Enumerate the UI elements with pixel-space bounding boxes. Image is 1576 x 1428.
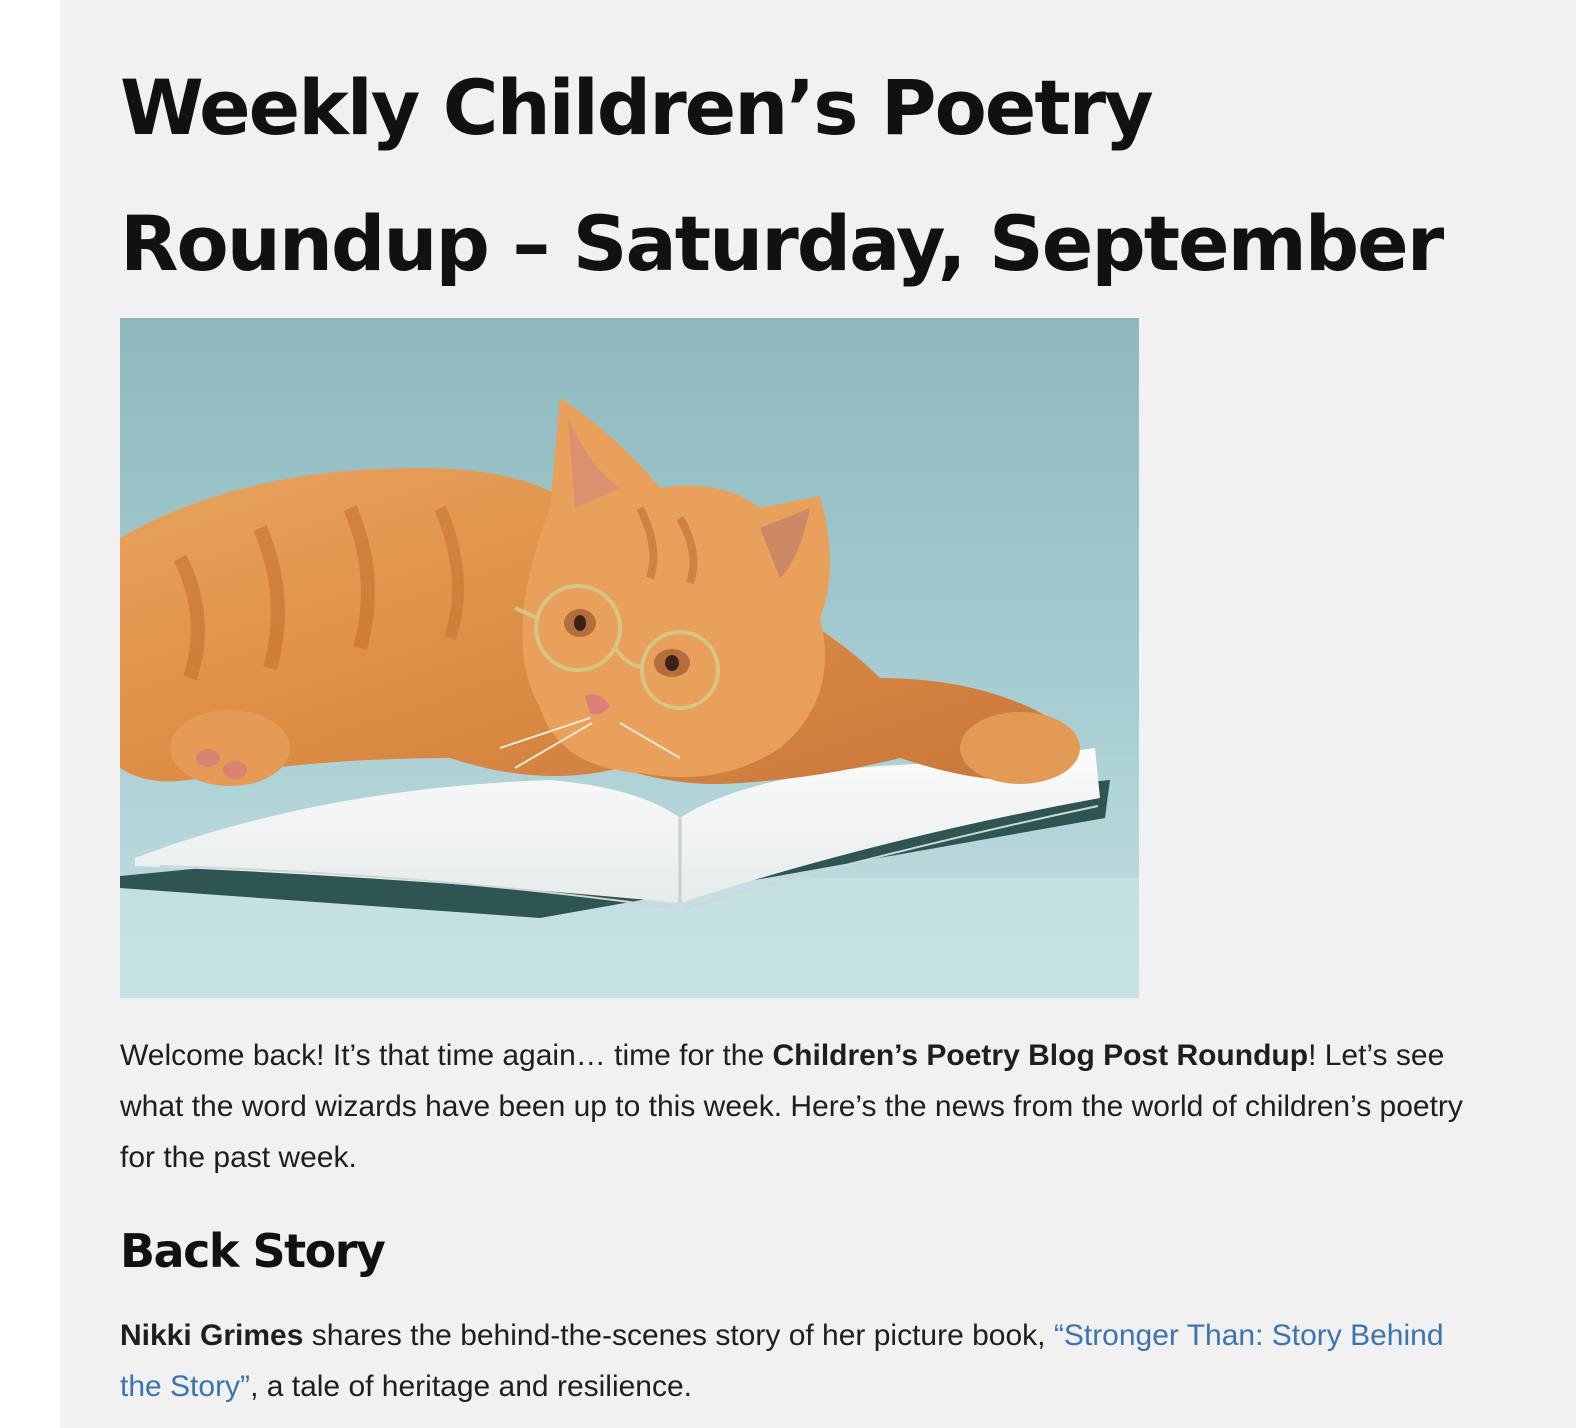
intro-text-after: ! Let’s see what the word wizards have been up to this week. Here’s the news from the world of children’s poetry for the past week. bbox=[120, 1039, 1463, 1174]
story-text-after: , a tale of heritage and resilience. bbox=[250, 1370, 693, 1403]
story-link[interactable]: “Stronger Than: Story Behind the Story” bbox=[120, 1319, 1444, 1403]
hero-image-cat-reading-book bbox=[120, 318, 1139, 998]
intro-paragraph bbox=[120, 1030, 1480, 1183]
back-story-paragraph bbox=[120, 1310, 1450, 1412]
intro-text-before: Welcome back! It’s that time again… time for the bbox=[120, 1039, 773, 1072]
story-text-before: shares the behind-the-scenes story of her picture book, bbox=[303, 1319, 1054, 1352]
story-author: Nikki Grimes bbox=[120, 1319, 304, 1352]
post-title: Weekly Children’s Poetry Roundup – Saturday, September bbox=[120, 63, 1443, 288]
intro-bold-roundup: Children’s Poetry Blog Post Roundup bbox=[772, 1039, 1309, 1072]
section-heading-back-story: Back Story bbox=[120, 1224, 385, 1278]
